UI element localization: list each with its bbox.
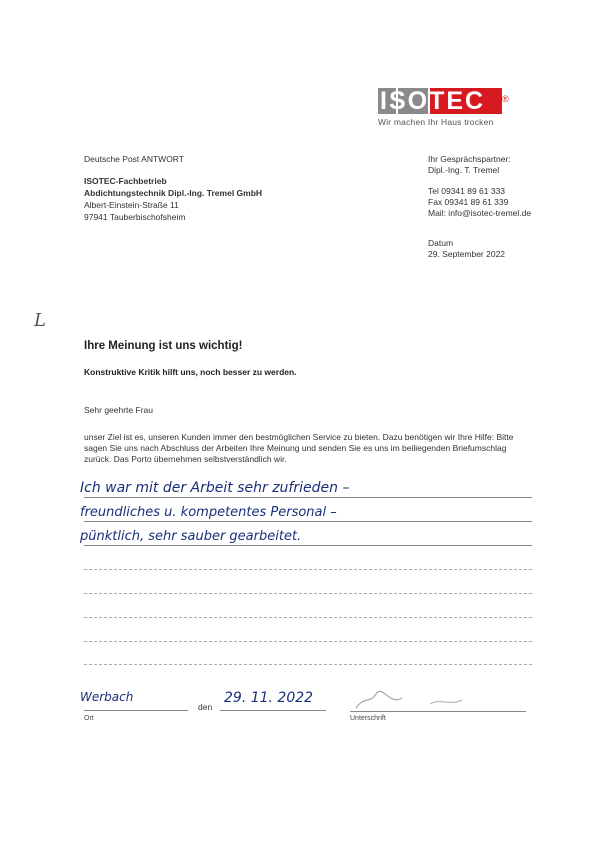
handwritten-comment-line-2: freundliches u. kompetentes Personal –: [80, 505, 337, 520]
body-text: unser Ziel ist es, unseren Kunden immer den bestmöglichen Service zu bieten. Dazu benötigen wir Ihre Hilfe: Bitte sagen Sie uns nach Abschluss der Arbeiten Ihre Meinung und senden Sie es uns im beiliegenden Briefumschlag zurück. Das Porto übernehmen selbstverständlich wir.: [84, 432, 514, 464]
company-logo: [378, 87, 509, 118]
contact-name: Dipl.-Ing. T. Tremel: [428, 165, 500, 175]
place-line: [84, 710, 188, 711]
comment-line: [84, 569, 532, 570]
handwritten-comment-line-1: Ich war mit der Arbeit sehr zufrieden –: [80, 480, 350, 496]
contact-label: Ihr Gesprächspartner:: [428, 154, 511, 164]
logo-text: ISOTEC: [380, 87, 486, 115]
address-city: 97941 Tauberbischofsheim: [84, 212, 186, 222]
address-street: Albert-Einstein-Straße 11: [84, 200, 179, 210]
comment-line: [84, 664, 532, 665]
post-answer-label: Deutsche Post ANTWORT: [84, 154, 184, 164]
logo-slogan: Wir machen Ihr Haus trocken: [378, 117, 494, 127]
company-name: ISOTEC-Fachbetrieb: [84, 176, 167, 186]
letter-date: 29. September 2022: [428, 249, 506, 259]
signature: [350, 684, 530, 714]
date-label: Datum: [428, 238, 454, 248]
contact-phone: Tel 09341 89 61 333: [428, 186, 506, 196]
contact-email: Mail: info@isotec-tremel.de: [428, 208, 532, 218]
salutation: Sehr geehrte Frau: [84, 405, 153, 415]
comment-line: [84, 617, 532, 618]
comment-line: [84, 497, 532, 498]
comment-line: [84, 641, 532, 642]
page-title: Ihre Meinung ist uns wichtig!: [84, 340, 243, 352]
margin-mark: L: [34, 310, 46, 331]
page-subtitle: Konstruktive Kritik hilft uns, noch besser zu werden.: [84, 367, 297, 377]
comment-line: [84, 593, 532, 594]
place-label: Ort: [84, 715, 94, 722]
den-label: den: [198, 702, 213, 712]
date-line: [220, 710, 326, 711]
comment-line: [84, 545, 532, 546]
signature-line: [350, 711, 526, 712]
handwritten-comment-line-3: pünktlich, sehr sauber gearbeitet.: [80, 529, 302, 544]
handwritten-date: 29. 11. 2022: [224, 690, 314, 706]
comment-line: [84, 521, 532, 522]
contact-fax: Fax 09341 89 61 339: [428, 197, 509, 207]
signature-label: Unterschrift: [350, 715, 386, 722]
company-name-full: Abdichtungstechnik Dipl.-Ing. Tremel GmbH: [84, 188, 263, 198]
registered-mark: ®: [502, 94, 509, 104]
handwritten-place: Werbach: [80, 690, 134, 704]
